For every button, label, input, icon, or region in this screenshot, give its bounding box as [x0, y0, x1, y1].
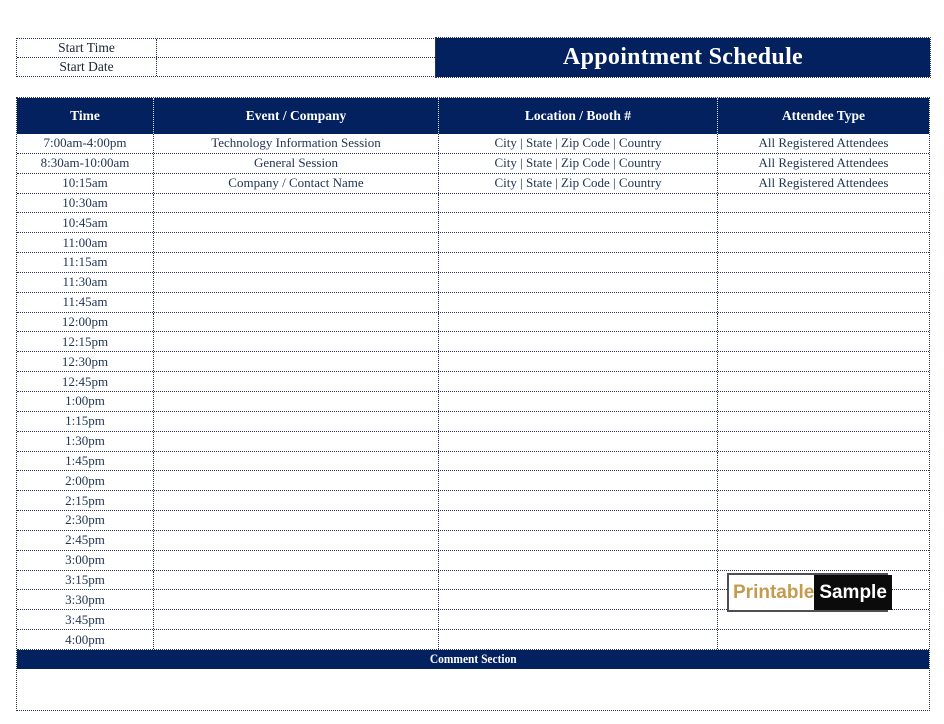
watermark-sample-text: Sample [814, 575, 892, 610]
start-date-row [17, 58, 435, 76]
time-cell[interactable]: 11:45am [17, 293, 154, 312]
event-company-cell[interactable] [154, 630, 439, 649]
attendee-type-cell[interactable]: All Registered Attendees [758, 155, 889, 171]
watermark-printable-text: Printable [733, 581, 815, 603]
event-company-cell[interactable] [154, 610, 439, 629]
time-cell[interactable]: 10:15am [17, 174, 154, 193]
time-cell[interactable]: 11:15am [17, 253, 154, 272]
time-cell[interactable]: 1:00pm [17, 392, 154, 411]
location-booth-cell[interactable] [439, 471, 718, 490]
header-attendee-type: Attendee Type [781, 108, 866, 123]
table-header-row [17, 98, 929, 134]
event-company-cell[interactable]: Company / Contact Name [154, 174, 439, 193]
event-company-cell[interactable] [154, 511, 439, 530]
time-cell[interactable]: 1:15pm [17, 412, 154, 431]
header-time: Time [17, 98, 154, 134]
time-cell[interactable]: 1:30pm [17, 432, 154, 451]
location-booth-cell[interactable] [439, 194, 718, 213]
comment-section-label: Comment Section [429, 651, 517, 667]
table-row [17, 174, 929, 194]
location-booth-cell[interactable] [439, 392, 718, 411]
attendee-type-cell[interactable] [718, 630, 929, 649]
location-booth-cell[interactable] [439, 610, 718, 629]
table-row [17, 134, 929, 154]
comment-section-header [17, 650, 929, 669]
time-cell[interactable]: 12:15pm [17, 332, 154, 351]
table-row [17, 610, 929, 630]
table-row [17, 491, 929, 511]
event-company-cell[interactable] [154, 372, 439, 391]
table-row [17, 452, 929, 472]
schedule-table [16, 97, 930, 711]
attendee-type-cell[interactable] [718, 471, 929, 490]
start-date-label: Start Date [17, 58, 157, 76]
attendee-type-cell[interactable] [718, 511, 929, 530]
time-cell[interactable]: 10:45am [17, 213, 154, 232]
start-time-row [17, 39, 435, 58]
location-booth-cell[interactable]: City | State | Zip Code | Country [439, 174, 718, 193]
event-company-cell[interactable] [154, 471, 439, 490]
start-time-label: Start Time [17, 39, 157, 57]
event-company-cell[interactable] [154, 412, 439, 431]
title-banner [436, 38, 930, 77]
event-company-cell[interactable] [154, 233, 439, 252]
table-row [17, 253, 929, 273]
location-booth-cell[interactable] [439, 293, 718, 312]
attendee-type-cell[interactable] [718, 213, 929, 232]
event-company-cell[interactable] [154, 491, 439, 510]
time-cell[interactable]: 12:00pm [17, 313, 154, 332]
location-booth-cell[interactable] [439, 452, 718, 471]
location-booth-cell[interactable] [439, 511, 718, 530]
location-booth-cell[interactable] [439, 213, 718, 232]
attendee-type-cell[interactable] [718, 412, 929, 431]
location-booth-cell[interactable] [439, 352, 718, 371]
attendee-type-cell[interactable] [718, 452, 929, 471]
attendee-type-cell[interactable] [718, 332, 929, 351]
attendee-type-cell[interactable] [718, 273, 929, 292]
time-cell[interactable]: 3:00pm [17, 551, 154, 570]
table-row [17, 154, 929, 174]
attendee-type-cell[interactable] [718, 531, 929, 550]
table-row [17, 432, 929, 452]
location-booth-cell[interactable] [439, 551, 718, 570]
attendee-type-cell[interactable] [718, 293, 929, 312]
table-row [17, 392, 929, 412]
location-booth-cell[interactable]: City | State | Zip Code | Country [439, 134, 718, 153]
attendee-type-cell[interactable]: All Registered Attendees [758, 175, 889, 191]
start-time-value-field[interactable] [157, 39, 435, 57]
attendee-type-cell[interactable] [718, 233, 929, 252]
table-row [17, 630, 929, 650]
location-booth-cell[interactable] [439, 432, 718, 451]
event-company-cell[interactable] [154, 194, 439, 213]
table-row [17, 551, 929, 571]
event-company-cell[interactable] [154, 213, 439, 232]
start-fields-block [16, 38, 436, 77]
location-booth-cell[interactable] [439, 571, 718, 590]
time-cell[interactable]: 3:15pm [17, 571, 154, 590]
table-row [17, 273, 929, 293]
event-company-cell[interactable] [154, 352, 439, 371]
location-booth-cell[interactable] [439, 531, 718, 550]
time-cell[interactable]: 2:45pm [17, 531, 154, 550]
location-booth-cell[interactable]: City | State | Zip Code | Country [439, 154, 718, 173]
location-booth-cell[interactable] [439, 273, 718, 292]
table-row [17, 332, 929, 352]
attendee-type-cell[interactable] [718, 313, 929, 332]
table-row [17, 213, 929, 233]
header-event-company: Event / Company [154, 98, 439, 134]
time-cell[interactable]: 3:45pm [17, 610, 154, 629]
location-booth-cell[interactable] [439, 590, 718, 609]
table-row [17, 471, 929, 491]
event-company-cell[interactable] [154, 590, 439, 609]
location-booth-cell[interactable] [439, 491, 718, 510]
event-company-cell[interactable] [154, 432, 439, 451]
event-company-cell[interactable] [154, 392, 439, 411]
time-cell[interactable]: 4:00pm [17, 630, 154, 649]
comment-section-body[interactable] [17, 669, 929, 710]
attendee-type-cell[interactable] [718, 432, 929, 451]
time-cell[interactable]: 7:00am-4:00pm [17, 134, 154, 153]
location-booth-cell[interactable] [439, 630, 718, 649]
event-company-cell[interactable] [154, 571, 439, 590]
table-row [17, 313, 929, 333]
event-company-cell[interactable] [154, 332, 439, 351]
time-cell[interactable]: 10:30am [17, 194, 154, 213]
table-row [17, 372, 929, 392]
attendee-type-cell[interactable] [718, 551, 929, 570]
event-company-cell[interactable] [154, 293, 439, 312]
time-cell[interactable]: 2:30pm [17, 511, 154, 530]
event-company-cell[interactable] [154, 551, 439, 570]
location-booth-cell[interactable] [439, 332, 718, 351]
location-booth-cell[interactable] [439, 372, 718, 391]
event-company-cell[interactable] [154, 253, 439, 272]
event-company-cell[interactable]: General Session [154, 154, 439, 173]
time-cell[interactable]: 2:00pm [17, 471, 154, 490]
event-company-cell[interactable]: Technology Information Session [154, 134, 439, 153]
time-cell[interactable]: 11:30am [17, 273, 154, 292]
attendee-type-cell[interactable] [718, 610, 929, 629]
header-location-booth: Location / Booth # [439, 98, 718, 134]
table-row [17, 531, 929, 551]
printable-sample-watermark [727, 573, 888, 612]
attendee-type-cell[interactable] [718, 253, 929, 272]
attendee-type-cell[interactable] [718, 194, 929, 213]
table-row [17, 293, 929, 313]
attendee-type-cell[interactable] [718, 392, 929, 411]
location-booth-cell[interactable] [439, 412, 718, 431]
time-cell[interactable]: 12:45pm [17, 372, 154, 391]
time-cell[interactable]: 12:30pm [17, 352, 154, 371]
table-row [17, 233, 929, 253]
table-row [17, 352, 929, 372]
time-cell[interactable]: 1:45pm [17, 452, 154, 471]
location-booth-cell[interactable] [439, 313, 718, 332]
time-cell[interactable]: 2:15pm [17, 491, 154, 510]
time-cell[interactable]: 3:30pm [17, 590, 154, 609]
event-company-cell[interactable] [154, 273, 439, 292]
location-booth-cell[interactable] [439, 253, 718, 272]
time-cell[interactable]: 8:30am-10:00am [17, 154, 154, 173]
table-row [17, 412, 929, 432]
attendee-type-cell[interactable] [718, 372, 929, 391]
attendee-type-cell[interactable]: All Registered Attendees [758, 135, 889, 151]
attendee-type-cell[interactable] [718, 491, 929, 510]
table-row [17, 194, 929, 214]
table-row [17, 511, 929, 531]
start-date-value-field[interactable] [157, 58, 435, 76]
attendee-type-cell[interactable] [718, 352, 929, 371]
event-company-cell[interactable] [154, 313, 439, 332]
location-booth-cell[interactable] [439, 233, 718, 252]
top-section [16, 38, 930, 77]
event-company-cell[interactable] [154, 452, 439, 471]
page-title: Appointment Schedule [562, 44, 804, 70]
event-company-cell[interactable] [154, 531, 439, 550]
time-cell[interactable]: 11:00am [17, 233, 154, 252]
